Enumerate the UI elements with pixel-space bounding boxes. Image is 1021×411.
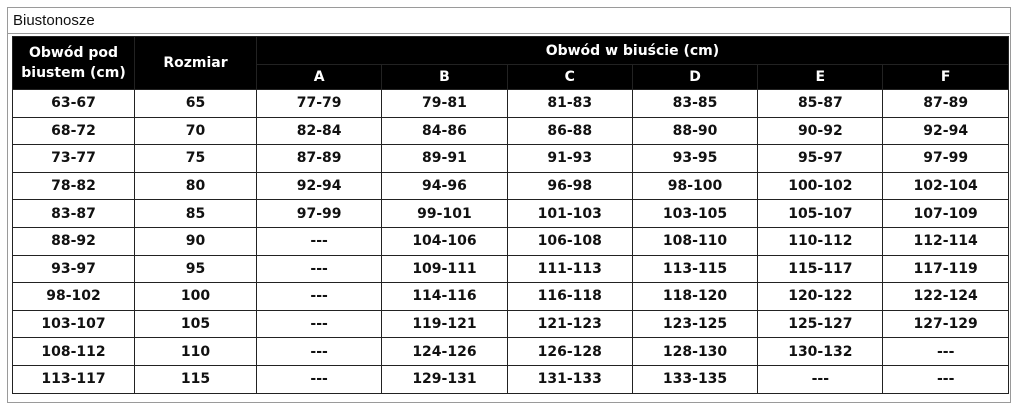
- cell-bust: 94-96: [382, 172, 507, 200]
- cell-bust: 82-84: [257, 117, 382, 145]
- cell-underbust: 88-92: [13, 227, 135, 255]
- cell-bust: 89-91: [382, 145, 507, 173]
- cell-underbust: 68-72: [13, 117, 135, 145]
- cell-bust: 119-121: [382, 310, 507, 338]
- cell-bust: 99-101: [382, 200, 507, 228]
- table-row: [13, 172, 1009, 200]
- cell-bust: 100-102: [758, 172, 883, 200]
- cell-size: 95: [135, 255, 257, 283]
- cell-bust: 97-99: [883, 145, 1008, 173]
- cell-bust: 77-79: [257, 90, 382, 118]
- cell-underbust: 108-112: [13, 338, 135, 366]
- cell-bust: 108-110: [632, 227, 757, 255]
- cell-bust: 95-97: [758, 145, 883, 173]
- cell-size: 75: [135, 145, 257, 173]
- cell-bust: 98-100: [632, 172, 757, 200]
- cell-bust: 79-81: [382, 90, 507, 118]
- cell-bust: 117-119: [883, 255, 1008, 283]
- cell-bust: ---: [257, 255, 382, 283]
- cell-bust: 85-87: [758, 90, 883, 118]
- cell-bust: 115-117: [758, 255, 883, 283]
- cell-bust: 118-120: [632, 283, 757, 311]
- cell-bust: 127-129: [883, 310, 1008, 338]
- size-chart-sheet: [7, 7, 1011, 403]
- cell-bust: 91-93: [507, 145, 632, 173]
- cell-size: 115: [135, 365, 257, 393]
- cell-bust: 107-109: [883, 200, 1008, 228]
- table-row: [13, 200, 1009, 228]
- cell-bust: 121-123: [507, 310, 632, 338]
- cell-bust: 92-94: [257, 172, 382, 200]
- cell-bust: ---: [257, 365, 382, 393]
- header-cup: A: [257, 65, 382, 90]
- cell-bust: 111-113: [507, 255, 632, 283]
- cell-size: 80: [135, 172, 257, 200]
- header-bust: Obwód w biuście (cm): [257, 37, 1009, 65]
- table-row: [13, 283, 1009, 311]
- cell-bust: 87-89: [883, 90, 1008, 118]
- header-cup: C: [507, 65, 632, 90]
- cell-underbust: 78-82: [13, 172, 135, 200]
- cell-size: 90: [135, 227, 257, 255]
- cell-bust: 128-130: [632, 338, 757, 366]
- table-row: [13, 338, 1009, 366]
- cell-bust: ---: [257, 227, 382, 255]
- header-cup: D: [632, 65, 757, 90]
- cell-bust: ---: [257, 338, 382, 366]
- cell-underbust: 113-117: [13, 365, 135, 393]
- cell-bust: 90-92: [758, 117, 883, 145]
- cell-bust: 129-131: [382, 365, 507, 393]
- cell-bust: 113-115: [632, 255, 757, 283]
- cell-bust: 122-124: [883, 283, 1008, 311]
- cell-bust: 92-94: [883, 117, 1008, 145]
- cell-bust: ---: [257, 310, 382, 338]
- cell-underbust: 63-67: [13, 90, 135, 118]
- cell-bust: 110-112: [758, 227, 883, 255]
- cell-underbust: 93-97: [13, 255, 135, 283]
- cell-bust: 126-128: [507, 338, 632, 366]
- cell-bust: 120-122: [758, 283, 883, 311]
- cell-bust: 116-118: [507, 283, 632, 311]
- cell-bust: 114-116: [382, 283, 507, 311]
- header-cup: F: [883, 65, 1008, 90]
- cell-bust: ---: [257, 283, 382, 311]
- cell-bust: 112-114: [883, 227, 1008, 255]
- cell-bust: 133-135: [632, 365, 757, 393]
- table-row: [13, 365, 1009, 393]
- header-size: Rozmiar: [135, 37, 257, 90]
- cell-size: 70: [135, 117, 257, 145]
- cell-bust: 124-126: [382, 338, 507, 366]
- cell-bust: 131-133: [507, 365, 632, 393]
- table-row: [13, 90, 1009, 118]
- cell-bust: 88-90: [632, 117, 757, 145]
- cell-underbust: 73-77: [13, 145, 135, 173]
- cell-bust: 84-86: [382, 117, 507, 145]
- cell-underbust: 83-87: [13, 200, 135, 228]
- cell-bust: 96-98: [507, 172, 632, 200]
- cell-bust: 130-132: [758, 338, 883, 366]
- cell-bust: 103-105: [632, 200, 757, 228]
- table-row: [13, 145, 1009, 173]
- cell-size: 65: [135, 90, 257, 118]
- cell-size: 110: [135, 338, 257, 366]
- table-body: [13, 90, 1009, 394]
- cell-bust: 97-99: [257, 200, 382, 228]
- table-row: [13, 310, 1009, 338]
- cell-bust: 123-125: [632, 310, 757, 338]
- cell-bust: 86-88: [507, 117, 632, 145]
- header-cup: E: [758, 65, 883, 90]
- cell-size: 85: [135, 200, 257, 228]
- cell-bust: 106-108: [507, 227, 632, 255]
- cell-size: 100: [135, 283, 257, 311]
- cell-bust: ---: [883, 338, 1008, 366]
- cell-bust: 105-107: [758, 200, 883, 228]
- cell-bust: 125-127: [758, 310, 883, 338]
- cell-bust: 104-106: [382, 227, 507, 255]
- cell-bust: 102-104: [883, 172, 1008, 200]
- cell-size: 105: [135, 310, 257, 338]
- table-header: [13, 37, 1009, 90]
- header-underbust: Obwód pod biustem (cm): [13, 37, 135, 90]
- cell-bust: ---: [758, 365, 883, 393]
- cell-bust: 109-111: [382, 255, 507, 283]
- cell-bust: ---: [883, 365, 1008, 393]
- cell-underbust: 98-102: [13, 283, 135, 311]
- table-row: [13, 255, 1009, 283]
- cell-bust: 81-83: [507, 90, 632, 118]
- cell-bust: 101-103: [507, 200, 632, 228]
- cell-bust: 83-85: [632, 90, 757, 118]
- page-title: Biustonosze: [8, 8, 1010, 34]
- table-row: [13, 117, 1009, 145]
- cell-bust: 87-89: [257, 145, 382, 173]
- table-row: [13, 227, 1009, 255]
- size-table: [12, 36, 1009, 394]
- header-cup: B: [382, 65, 507, 90]
- cell-bust: 93-95: [632, 145, 757, 173]
- cell-underbust: 103-107: [13, 310, 135, 338]
